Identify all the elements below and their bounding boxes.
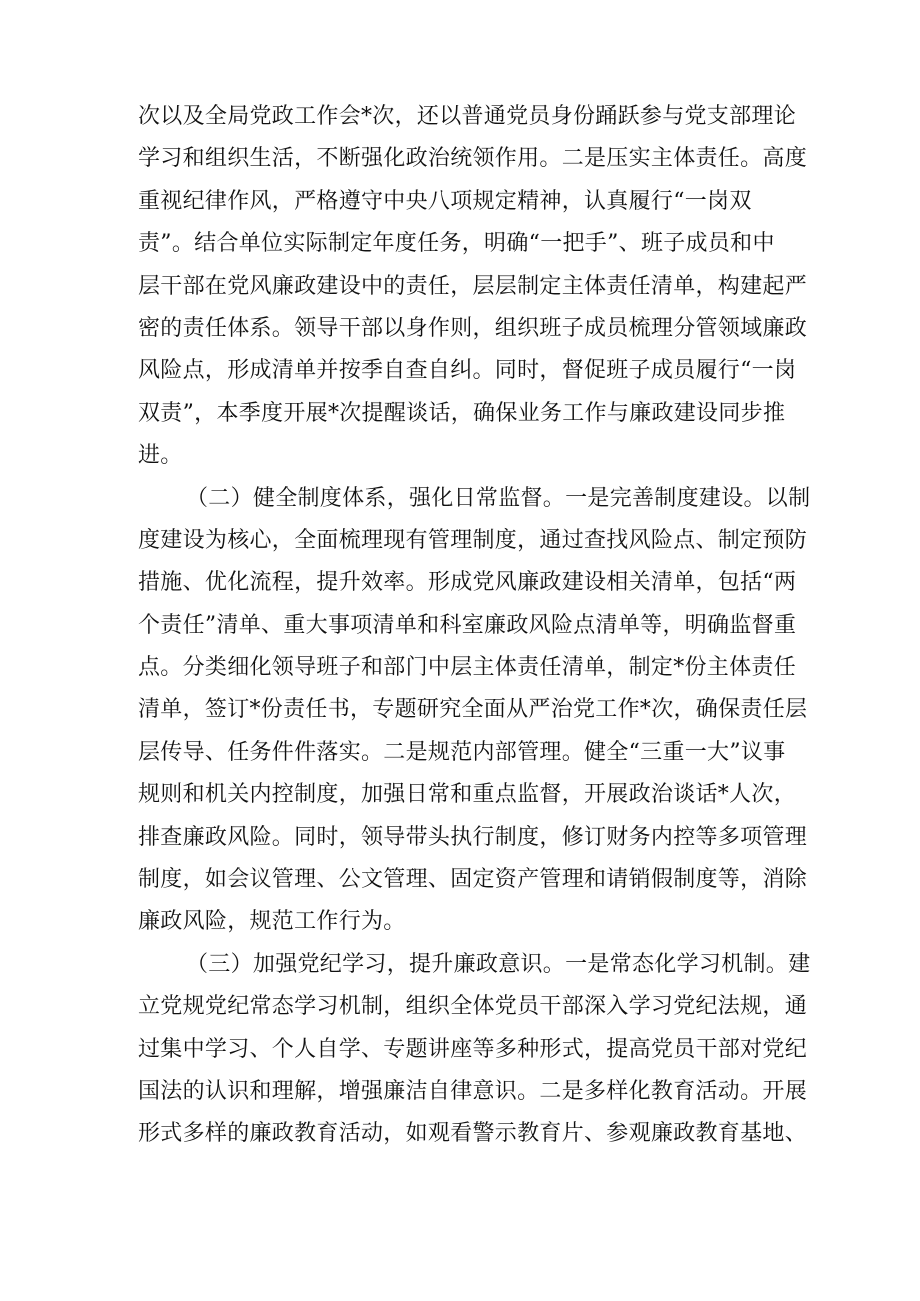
text-line: 责”。结合单位实际制定年度任务，明确“一把手”、班子成员和中 [138,231,775,257]
text-line: 个责任”清单、重大事项清单和科室廉政风险点清单等，明确监督重 [138,612,797,638]
text-line: 形式多样的廉政教育活动，如观看警示教育片、参观廉政教育基地、 [138,1121,808,1147]
text-line: 度建设为核心，全面梳理现有管理制度，通过查找风险点、制定预防 [138,527,808,553]
text-line: 层干部在党风廉政建设中的责任，层层制定主体责任清单，构建起严 [138,273,808,299]
text-line: 措施、优化流程，提升效率。形成党风廉政建设相关清单，包括“两 [138,570,797,596]
text-line: 过集中学习、个人自学、专题讲座等多种形式，提高党员干部对党纪 [138,1036,808,1062]
text-line: 排查廉政风险。同时，领导带头执行制度，修订财务内控等多项管理 [138,824,808,850]
text-line: 点。分类细化领导班子和部门中层主体责任清单，制定*份主体责任 [138,655,797,681]
text-line: 立党规党纪常态学习机制，组织全体党员干部深入学习党纪法规，通 [138,994,808,1020]
text-line: 清单，签订*份责任书，专题研究全面从严治党工作*次，确保责任层 [138,697,808,723]
text-line: 学习和组织生活，不断强化政治统领作用。二是压实主体责任。高度 [138,146,808,172]
text-line: 层传导、任务件件落实。二是规范内部管理。健全“三重一大”议事 [138,739,786,765]
section-heading-line: （三）加强党纪学习，提升廉政意识。一是常态化学习机制。建 [186,951,811,977]
document-body [138,96,811,1156]
text-line: 规则和机关内控制度，加强日常和重点监督，开展政治谈话*人次， [138,782,797,808]
section-heading-line: （二）健全制度体系，强化日常监督。一是完善制度建设。以制 [186,485,811,511]
text-line: 进。 [138,443,183,469]
text-line: 密的责任体系。领导干部以身作则，组织班子成员梳理分管领域廉政 [138,315,808,341]
text-line: 风险点，形成清单并按季自查自纠。同时，督促班子成员履行“一岗 [138,358,797,384]
text-line: 重视纪律作风，严格遵守中央八项规定精神，认真履行“一岗双 [138,188,752,214]
text-line: 制度，如会议管理、公文管理、固定资产管理和请销假制度等，消除 [138,867,808,893]
text-line: 次以及全局党政工作会*次，还以普通党员身份踊跃参与党支部理论 [138,104,797,129]
text-line: 双责”，本季度开展*次提醒谈话，确保业务工作与廉政建设同步推 [138,400,786,426]
text-line: 廉政风险，规范工作行为。 [138,909,406,935]
text-line: 国法的认识和理解，增强廉洁自律意识。二是多样化教育活动。开展 [138,1078,808,1104]
